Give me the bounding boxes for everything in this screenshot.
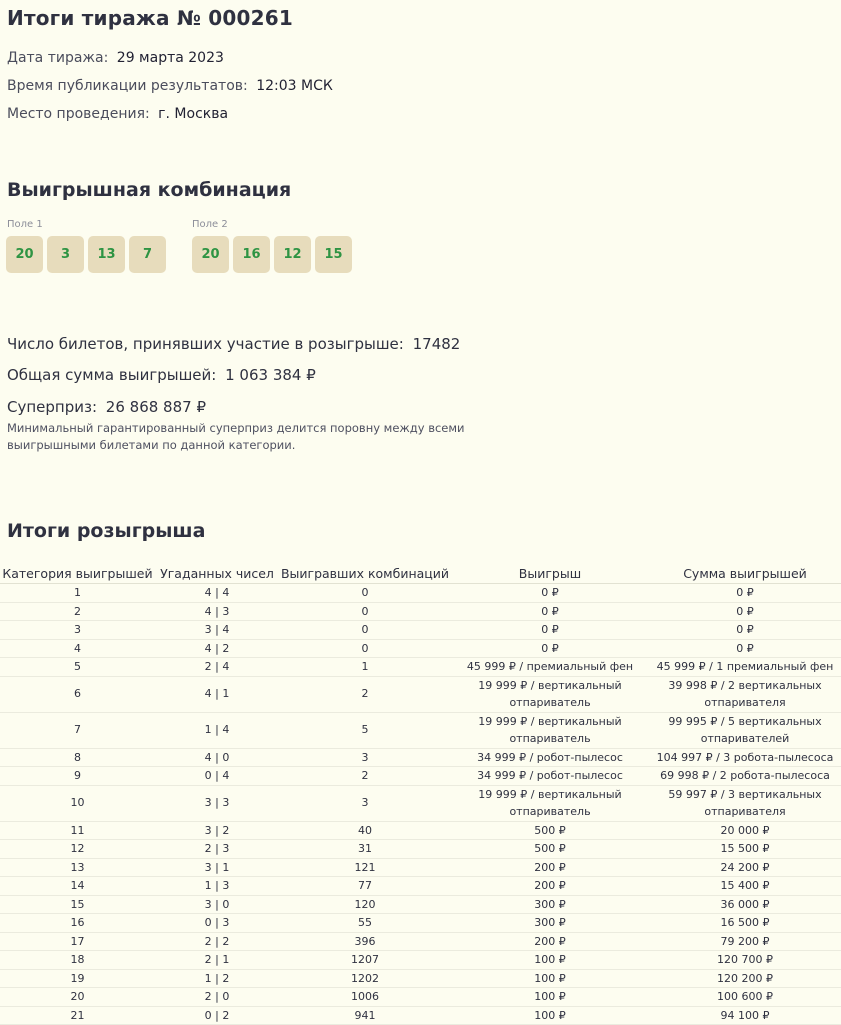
- cell-combinations: 55: [279, 914, 451, 933]
- cell-prize: 100 ₽: [451, 1006, 649, 1025]
- winning-combination-title: Выигрышная комбинация: [7, 179, 292, 201]
- cell-prize: 500 ₽: [451, 821, 649, 840]
- cell-combinations: 1006: [279, 988, 451, 1007]
- cell-guessed: 4 | 2: [155, 639, 279, 658]
- draw-place-value: г. Москва: [158, 106, 229, 122]
- table-row: [0, 895, 841, 914]
- cell-combinations: 1: [279, 658, 451, 677]
- cell-guessed: 3 | 4: [155, 621, 279, 640]
- cell-category: 3: [0, 621, 155, 640]
- cell-category: 12: [0, 840, 155, 859]
- col-header-guessed: Угаданных чисел: [155, 563, 279, 584]
- cell-combinations: 120: [279, 895, 451, 914]
- cell-sum: 0 ₽: [649, 639, 841, 658]
- cell-combinations: 1207: [279, 951, 451, 970]
- cell-guessed: 4 | 4: [155, 584, 279, 603]
- superprize-label: Суперприз:: [7, 398, 98, 416]
- cell-combinations: 5: [279, 712, 451, 748]
- draw-place: [7, 105, 228, 123]
- table-row: [0, 1006, 841, 1025]
- col-header-sum: Сумма выигрышей: [649, 563, 841, 584]
- tickets-count-value: 17482: [412, 335, 461, 353]
- cell-sum: 24 200 ₽: [649, 858, 841, 877]
- cell-category: 8: [0, 748, 155, 767]
- publish-time-value: 12:03 МСК: [256, 78, 333, 94]
- field1-ball: 13: [88, 236, 125, 273]
- table-row: [0, 877, 841, 896]
- superprize: [7, 398, 206, 416]
- cell-prize: 200 ₽: [451, 932, 649, 951]
- cell-sum: 79 200 ₽: [649, 932, 841, 951]
- cell-category: 4: [0, 639, 155, 658]
- cell-category: 13: [0, 858, 155, 877]
- table-row: [0, 969, 841, 988]
- col-header-combinations: Выигравших комбинаций: [279, 563, 451, 584]
- cell-prize: 300 ₽: [451, 914, 649, 933]
- cell-sum: 0 ₽: [649, 621, 841, 640]
- col-header-prize: Выигрыш: [451, 563, 649, 584]
- page-title: Итоги тиража № 000261: [7, 6, 293, 30]
- cell-sum: 120 700 ₽: [649, 951, 841, 970]
- draw-date: [7, 49, 224, 67]
- cell-guessed: 2 | 3: [155, 840, 279, 859]
- results-table: [0, 563, 841, 1025]
- table-row: [0, 621, 841, 640]
- cell-combinations: 396: [279, 932, 451, 951]
- table-row: [0, 602, 841, 621]
- cell-prize: 100 ₽: [451, 988, 649, 1007]
- cell-category: 1: [0, 584, 155, 603]
- table-row: [0, 658, 841, 677]
- draw-date-value: 29 марта 2023: [116, 50, 224, 66]
- cell-sum: 0 ₽: [649, 602, 841, 621]
- cell-prize: 500 ₽: [451, 840, 649, 859]
- cell-guessed: 2 | 4: [155, 658, 279, 677]
- total-winnings: [7, 366, 316, 384]
- cell-category: 20: [0, 988, 155, 1007]
- cell-combinations: 77: [279, 877, 451, 896]
- cell-prize: 34 999 ₽ / робот-пылесос: [451, 767, 649, 786]
- cell-prize: 0 ₽: [451, 621, 649, 640]
- col-header-category: Категория выигрышей: [0, 563, 155, 584]
- cell-prize: 300 ₽: [451, 895, 649, 914]
- cell-guessed: 3 | 1: [155, 858, 279, 877]
- cell-combinations: 3: [279, 785, 451, 821]
- cell-combinations: 1202: [279, 969, 451, 988]
- field2-label: Поле 2: [192, 219, 228, 230]
- cell-sum: 100 600 ₽: [649, 988, 841, 1007]
- table-row: [0, 584, 841, 603]
- cell-guessed: 1 | 3: [155, 877, 279, 896]
- cell-prize: 19 999 ₽ / вертикальный отпариватель: [451, 785, 649, 821]
- field2-ball: 12: [274, 236, 311, 273]
- cell-combinations: 40: [279, 821, 451, 840]
- table-row: [0, 932, 841, 951]
- results-title: Итоги розыгрыша: [7, 520, 206, 542]
- cell-category: 17: [0, 932, 155, 951]
- table-row: [0, 914, 841, 933]
- cell-category: 2: [0, 602, 155, 621]
- cell-sum: 99 995 ₽ / 5 вертикальных отпаривателей: [649, 712, 841, 748]
- cell-category: 18: [0, 951, 155, 970]
- cell-prize: 200 ₽: [451, 858, 649, 877]
- cell-category: 14: [0, 877, 155, 896]
- cell-category: 16: [0, 914, 155, 933]
- cell-guessed: 0 | 4: [155, 767, 279, 786]
- field1-label: Поле 1: [7, 219, 43, 230]
- cell-guessed: 0 | 2: [155, 1006, 279, 1025]
- cell-guessed: 1 | 4: [155, 712, 279, 748]
- cell-sum: 15 400 ₽: [649, 877, 841, 896]
- cell-combinations: 0: [279, 584, 451, 603]
- field1-balls: [6, 236, 166, 273]
- cell-prize: 0 ₽: [451, 639, 649, 658]
- cell-guessed: 1 | 2: [155, 969, 279, 988]
- cell-sum: 16 500 ₽: [649, 914, 841, 933]
- cell-category: 9: [0, 767, 155, 786]
- superprize-note: Минимальный гарантированный суперприз делится поровну между всеми выигрышными билетами по данной категории.: [7, 421, 465, 452]
- cell-category: 10: [0, 785, 155, 821]
- cell-sum: 20 000 ₽: [649, 821, 841, 840]
- cell-prize: 100 ₽: [451, 951, 649, 970]
- cell-prize: 100 ₽: [451, 969, 649, 988]
- table-row: [0, 821, 841, 840]
- cell-guessed: 2 | 2: [155, 932, 279, 951]
- draw-date-label: Дата тиража:: [7, 50, 109, 66]
- cell-sum: 0 ₽: [649, 584, 841, 603]
- cell-combinations: 0: [279, 621, 451, 640]
- cell-guessed: 0 | 3: [155, 914, 279, 933]
- table-row: [0, 639, 841, 658]
- cell-category: 7: [0, 712, 155, 748]
- table-row: [0, 676, 841, 712]
- cell-combinations: 31: [279, 840, 451, 859]
- table-row: [0, 858, 841, 877]
- cell-prize: 19 999 ₽ / вертикальный отпариватель: [451, 676, 649, 712]
- cell-sum: 15 500 ₽: [649, 840, 841, 859]
- field1-ball: 7: [129, 236, 166, 273]
- cell-sum: 120 200 ₽: [649, 969, 841, 988]
- cell-guessed: 3 | 3: [155, 785, 279, 821]
- cell-sum: 39 998 ₽ / 2 вертикальных отпаривателя: [649, 676, 841, 712]
- cell-prize: 19 999 ₽ / вертикальный отпариватель: [451, 712, 649, 748]
- field2-ball: 20: [192, 236, 229, 273]
- cell-guessed: 2 | 1: [155, 951, 279, 970]
- table-row: [0, 712, 841, 748]
- cell-combinations: 0: [279, 602, 451, 621]
- table-row: [0, 951, 841, 970]
- table-row: [0, 785, 841, 821]
- table-row: [0, 748, 841, 767]
- cell-combinations: 3: [279, 748, 451, 767]
- cell-combinations: 0: [279, 639, 451, 658]
- cell-combinations: 121: [279, 858, 451, 877]
- tickets-count: [7, 335, 460, 353]
- total-winnings-label: Общая сумма выигрышей:: [7, 366, 217, 384]
- cell-sum: 45 999 ₽ / 1 премиальный фен: [649, 658, 841, 677]
- field2-balls: [192, 236, 352, 273]
- table-row: [0, 988, 841, 1007]
- cell-category: 11: [0, 821, 155, 840]
- field1-ball: 3: [47, 236, 84, 273]
- cell-prize: 45 999 ₽ / премиальный фен: [451, 658, 649, 677]
- superprize-value: 26 868 887 ₽: [105, 398, 206, 416]
- cell-sum: 69 998 ₽ / 2 робота-пылесоса: [649, 767, 841, 786]
- field2-ball: 15: [315, 236, 352, 273]
- cell-prize: 0 ₽: [451, 602, 649, 621]
- cell-combinations: 941: [279, 1006, 451, 1025]
- field2-ball: 16: [233, 236, 270, 273]
- cell-prize: 200 ₽: [451, 877, 649, 896]
- cell-prize: 0 ₽: [451, 584, 649, 603]
- publish-time-label: Время публикации результатов:: [7, 78, 248, 94]
- cell-category: 21: [0, 1006, 155, 1025]
- cell-combinations: 2: [279, 676, 451, 712]
- cell-guessed: 3 | 2: [155, 821, 279, 840]
- cell-guessed: 2 | 0: [155, 988, 279, 1007]
- table-row: [0, 840, 841, 859]
- draw-place-label: Место проведения:: [7, 106, 150, 122]
- cell-sum: 104 997 ₽ / 3 робота-пылесоса: [649, 748, 841, 767]
- cell-category: 5: [0, 658, 155, 677]
- tickets-count-label: Число билетов, принявших участие в розыгрыше:: [7, 335, 404, 353]
- cell-category: 6: [0, 676, 155, 712]
- cell-guessed: 4 | 1: [155, 676, 279, 712]
- cell-category: 15: [0, 895, 155, 914]
- results-header-row: [0, 563, 841, 584]
- field1-ball: 20: [6, 236, 43, 273]
- total-winnings-value: 1 063 384 ₽: [225, 366, 316, 384]
- publish-time: [7, 77, 333, 95]
- cell-category: 19: [0, 969, 155, 988]
- cell-guessed: 3 | 0: [155, 895, 279, 914]
- cell-guessed: 4 | 0: [155, 748, 279, 767]
- cell-guessed: 4 | 3: [155, 602, 279, 621]
- cell-sum: 94 100 ₽: [649, 1006, 841, 1025]
- cell-sum: 59 997 ₽ / 3 вертикальных отпаривателя: [649, 785, 841, 821]
- cell-sum: 36 000 ₽: [649, 895, 841, 914]
- table-row: [0, 767, 841, 786]
- cell-prize: 34 999 ₽ / робот-пылесос: [451, 748, 649, 767]
- cell-combinations: 2: [279, 767, 451, 786]
